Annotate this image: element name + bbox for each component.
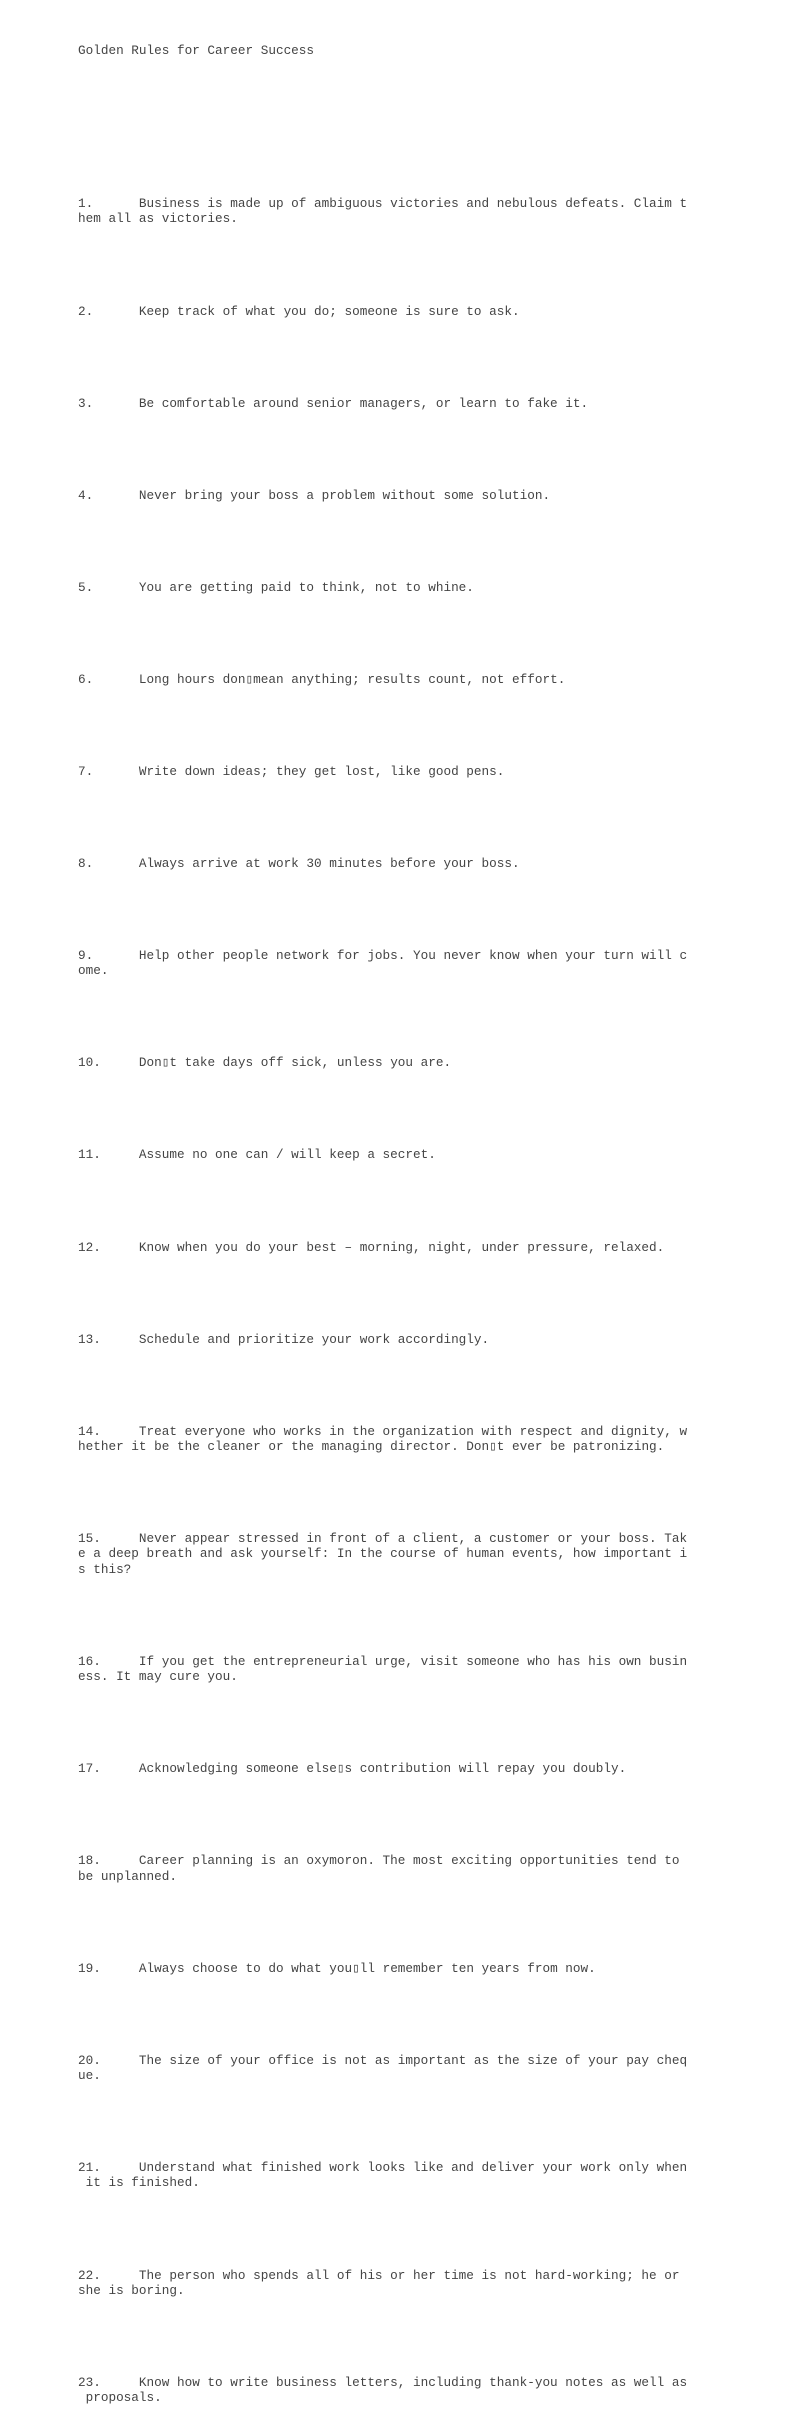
rule-15: 15. Never appear stressed in front of a client, a customer or your boss. Tak e a deep breath and ask yourself: In the course of human events, how important i s this? — [78, 1531, 688, 1577]
rule-spacer — [78, 1915, 687, 1930]
rule-14: 14. Treat everyone who works in the organization with respect and dignity, w hether it be the cleaner or the managing director. Don▯t ever be patronizing. — [78, 1423, 688, 1454]
rule-18: 18. Career planning is an oxymoron. The most exciting opportunities tend to be unplanned. — [78, 1853, 680, 1884]
rule-9: 9. Help other people network for jobs. You never know when your turn will c ome. — [78, 947, 688, 979]
rule-13: 13. Schedule and prioritize your work accordingly. — [78, 1331, 490, 1347]
document-title: Golden Rules for Career Success — [78, 42, 315, 58]
rule-spacer — [78, 1807, 687, 1822]
rule-12: 12. Know when you do your best – morning, night, under pressure, relaxed. — [78, 1239, 665, 1255]
rule-spacer — [78, 1193, 687, 1208]
rule-22: 22. The person who spends all of his or her time is not hard-working; he or she is boring. — [78, 2267, 680, 2298]
title-spacer — [78, 89, 687, 104]
rule-4: 4. Never bring your boss a problem without some solution. — [78, 487, 551, 503]
rule-spacer — [78, 2007, 687, 2022]
rule-spacer — [78, 258, 687, 273]
rule-21: 21. Understand what finished work looks like and deliver your work only when it is finished. — [78, 2160, 688, 2191]
rule-7: 7. Write down ideas; they get lost, like good pens. — [78, 763, 505, 779]
rule-20: 20. The size of your office is not as important as the size of your pay cheq ue. — [78, 2052, 688, 2084]
rule-spacer — [78, 2329, 687, 2344]
rule-spacer — [78, 902, 687, 917]
rule-spacer — [78, 1101, 687, 1116]
rule-spacer — [78, 2222, 687, 2237]
rule-spacer — [78, 1286, 687, 1301]
rule-spacer — [78, 626, 687, 641]
document-body — [78, 12, 687, 2436]
rule-6: 6. Long hours don▯mean anything; results count, not effort. — [78, 671, 566, 687]
rule-19: 19. Always choose to do what you▯ll remember ten years from now. — [78, 1960, 596, 1976]
rule-17: 17. Acknowledging someone else▯s contribution will repay you doubly. — [78, 1761, 627, 1777]
rule-spacer — [78, 1485, 687, 1500]
rule-11: 11. Assume no one can / will keep a secret. — [78, 1147, 436, 1163]
rule-spacer — [78, 1378, 687, 1393]
rule-10: 10. Don▯t take days off sick, unless you are. — [78, 1055, 452, 1071]
rule-5: 5. You are getting paid to think, not to whine. — [78, 579, 474, 595]
rule-16: 16. If you get the entrepreneurial urge, visit someone who has his own busin ess. It may cure you. — [78, 1653, 688, 1685]
title-spacer-2 — [78, 135, 687, 150]
rule-spacer — [78, 2114, 687, 2129]
rule-spacer — [78, 718, 687, 733]
rule-spacer — [78, 1009, 687, 1024]
rule-spacer — [78, 442, 687, 457]
rule-23: 23. Know how to write business letters, including thank-you notes as well as proposals. — [78, 2374, 688, 2406]
rule-spacer — [78, 350, 687, 365]
rule-spacer — [78, 1608, 687, 1623]
rule-8: 8. Always arrive at work 30 minutes before your boss. — [78, 855, 520, 871]
rule-spacer — [78, 810, 687, 825]
rule-spacer — [78, 1715, 687, 1730]
rule-3: 3. Be comfortable around senior managers, or learn to fake it. — [78, 395, 589, 411]
rule-spacer — [78, 534, 687, 549]
rule-1: 1. Business is made up of ambiguous victories and nebulous defeats. Claim t hem all as victories. — [78, 196, 688, 227]
rule-2: 2. Keep track of what you do; someone is sure to ask. — [78, 303, 520, 319]
